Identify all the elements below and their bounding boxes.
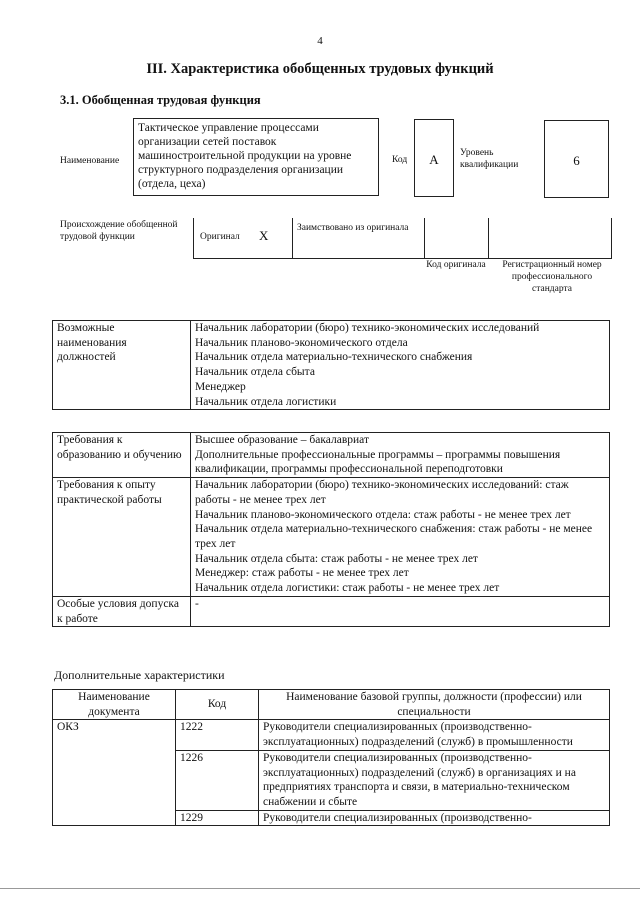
borrowed-label: Заимствовано из оригинала [297,223,409,233]
experience-item: Начальник лаборатории (бюро) технико-экономических исследований: стаж работы - не менее трех лет [195,479,569,506]
group-name-cell: Руководители специализированных (производственно-эксплуатационных) подразделений (служб) в организациях и на предприятиях транспорта и связи, в материально-техническом снабжении и сбыте [259,750,610,810]
origin-frame [193,218,612,259]
special-conditions-row [53,596,610,626]
education-row [53,433,610,478]
position-item: Менеджер [195,380,246,393]
column-header: Код [176,690,259,720]
experience-item: Начальник отдела материально-технического снабжения: стаж работы - не менее трех лет [195,523,593,551]
original-label: Оригинал [200,232,240,242]
reg-number-caption: Регистрационный номер профессионального стандарта [502,260,602,294]
subsection-title: 3.1. Обобщенная трудовая функция [60,93,261,107]
position-item: Начальник лаборатории (бюро) технико-экономических исследований [195,322,540,334]
function-name-box: Тактическое управление процессами организации сетей поставок машиностроительной продукции на уровне структурного подразделения организации (отдела, цеха) [133,118,379,196]
column-header: Наименование базовой группы, должности (профессии) или специальности [259,690,610,720]
additional-header-row [53,690,610,720]
code-cell: 1226 [176,750,259,810]
experience-item: Начальник отдела сбыта: стаж работы - не менее трех лет [195,552,478,565]
position-item: Начальник отдела логистики [195,395,337,408]
education-item: Высшее образование – бакалавриат [195,434,369,446]
additional-title: Дополнительные характеристики [54,668,225,682]
position-item: Начальник отдела материально-технического снабжения [195,351,473,364]
positions-label: Возможные наименования должностей [53,321,191,410]
level-value-box: 6 [544,120,609,198]
page-bottom-divider [0,888,640,889]
positions-table [52,320,610,410]
special-conditions-value: - [191,596,610,626]
requirements-table [52,432,610,627]
position-item: Начальник планово-экономического отдела [195,336,408,349]
level-label: Уровень квалификации [460,148,519,170]
experience-row [53,478,610,597]
group-name-cell: Руководители специализированных (производственно- [259,810,610,826]
origin-divider [292,218,293,258]
experience-list [191,478,610,597]
positions-list [191,321,610,410]
page-number: 4 [317,35,323,47]
table-row [53,720,610,750]
position-item: Начальник отдела сбыта [195,366,315,379]
origin-divider [193,218,194,258]
name-label: Наименование [60,156,120,166]
experience-label: Требования к опыту практической работы [53,478,191,597]
experience-item: Менеджер: стаж работы - не менее трех лет [195,567,409,580]
group-name-cell: Руководители специализированных (производственно-эксплуатационных) подразделений (служб) в промышленности [259,720,610,750]
code-cell: 1222 [176,720,259,750]
code-value-box: А [414,119,454,197]
positions-row [53,321,610,410]
document-name-cell: ОКЗ [53,720,176,826]
column-header: Наименование документа [53,690,176,720]
code-original-caption: Код оригинала [426,260,486,270]
origin-divider [611,218,612,258]
experience-item: Начальник планово-экономического отдела: стаж работы - не менее трех лет [195,508,571,521]
original-mark: X [259,228,269,243]
origin-divider [424,218,425,258]
origin-label: Происхождение обобщенной трудовой функции [60,220,178,242]
section-title: III. Характеристика обобщенных трудовых функций [146,61,494,77]
experience-item: Начальник отдела логистики: стаж работы - не менее трех лет [195,582,500,595]
education-item: Дополнительные профессиональные программы – программы повышения квалификации, программы профессиональной переподготовки [195,448,561,476]
education-label: Требования к образованию и обучению [53,433,191,478]
code-cell: 1229 [176,810,259,826]
special-conditions-label: Особые условия допуска к работе [53,596,191,626]
origin-divider [488,218,489,258]
education-list [191,433,610,478]
additional-table [52,689,610,826]
code-label: Код [392,155,408,165]
